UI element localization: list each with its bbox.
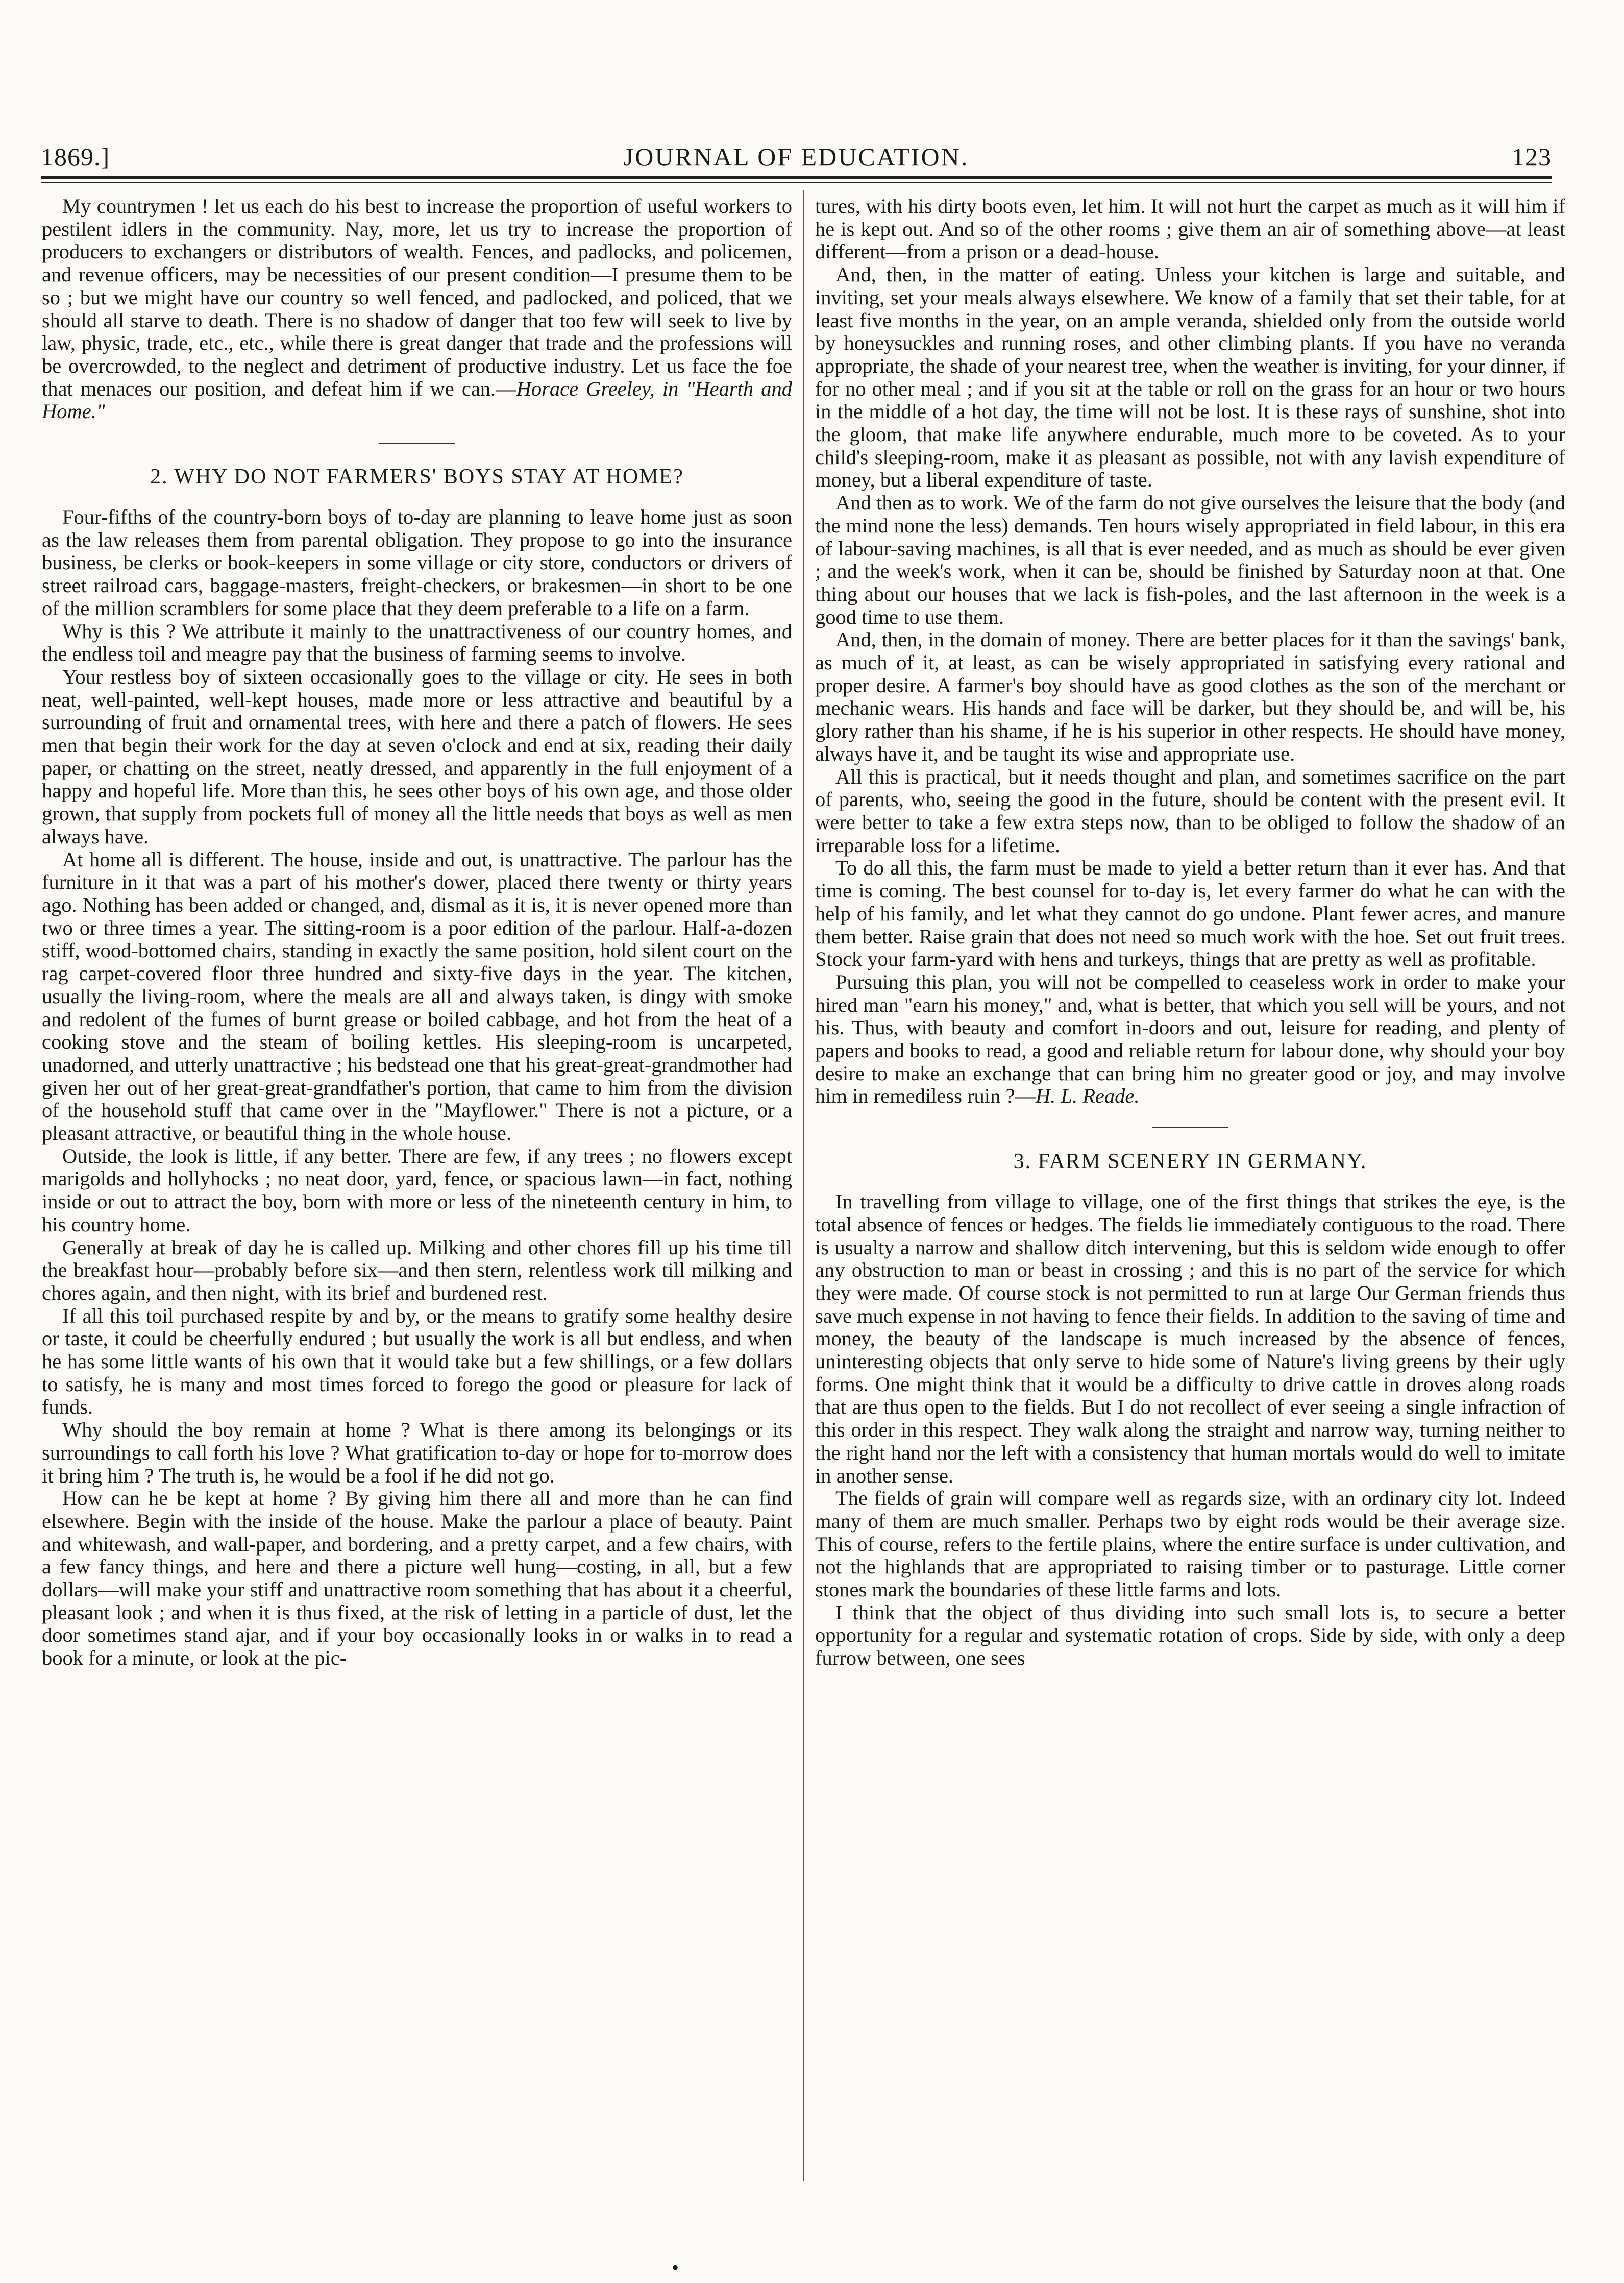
paragraph: And, then, in the matter of eating. Unless your kitchen is large and suitable, and inviting, set your meals always elsewhere. We know of a family that set their table, for at least five months in the year, on an ample veranda, shielded only from the outside world by honeysuckles and running roses, and other climbing plants. If you have no veranda appropriate, the shade of your nearest tree, when the weather is inviting, for your dinner, if for no other meal ; and if you sit at the table or roll on the grass for an hour or two hours in the middle of a hot day, the time will not be lost. It is these rays of sunshine, shot into the gloom, that make life anywhere endurable, much more to be coveted. As to your child's sleeping-room, make it as pleasant as possible, not with any lavish expenditure of money, but a liberal expenditure of taste. bbox=[815, 263, 1565, 492]
column-divider bbox=[803, 190, 804, 2181]
paragraph: Pursuing this plan, you will not be compelled to ceaseless work in order to make your hired man "earn his money," and, what is better, that which you sell will be yours, and not his. Thus, with beauty and comfort in-doors and out, leisure for reading, and plenty of papers and books to read, a good and reliable return for labour done, why should your boy desire to make an exchange that can bring him no greater good or joy, and may involve him in remediless ruin ?—H. L. Reade. bbox=[815, 970, 1565, 1108]
footer-dot: • bbox=[672, 2256, 679, 2279]
paragraph: Four-fifths of the country-born boys of to-day are planning to leave home just as soon as the law releases them from parental obligation. They propose to go into the insurance business, be clerks or book-keepers in some village or city store, conductors or drivers of street railroad cars, baggage-masters, freight-checkers, or brakesmen—in short to be one of the million scramblers for some place that they deem preferable to a life on a farm. bbox=[42, 505, 792, 620]
header-rule-thick bbox=[41, 176, 1552, 179]
attribution-reade: H. L. Reade. bbox=[1035, 1084, 1140, 1108]
paragraph: Generally at break of day he is called up. Milking and other chores fill up his time till the breakfast hour—probably before six—and then stern, relentless work till milking and chores again, and then night, with its brief and burdened rest. bbox=[42, 1235, 792, 1304]
section-heading-farmers-boys: 2. WHY DO NOT FARMERS' BOYS STAY AT HOME? bbox=[150, 465, 684, 489]
paragraph: If all this toil purchased respite by and by, or the means to gratify some healthy desire or taste, it could be cheerfully endured ; but usually the work is all but endless, and when he has some little wants of his own that it would take but a few shillings, or a few dollars to satisfy, he is many and most times forced to forego the good or pleasure for lack of funds. bbox=[42, 1304, 792, 1419]
paragraph: I think that the object of thus dividing into such small lots is, to secure a better opportunity for a regular and systematic rotation of crops. Side by side, with only a deep furrow between, one sees bbox=[815, 1600, 1565, 1670]
left-column bbox=[42, 195, 792, 2217]
section-divider bbox=[379, 443, 455, 444]
paragraph: How can he be kept at home ? By giving him there all and more than he can find elsewhere. Begin with the inside of the house. Make the parlour a place of beauty. Paint and whitewash, and wall-paper, and bordering, and a pretty carpet, and a few chairs, with a few fancy things, and here and there a picture well hung—costing, in all, but a few dollars—will make your stiff and unattractive room something that has about it a cheerful, pleasant look ; and when it is thus fixed, at the risk of letting in a particle of dust, let the door sometimes stand ajar, and if your boy occasionally looks in or walks in to read a book for a minute, or look at the pic- bbox=[42, 1487, 792, 1670]
paragraph: Why is this ? We attribute it mainly to the unattractiveness of our country homes, and the endless toil and meagre pay that the business of farming seems to involve. bbox=[42, 619, 792, 666]
running-header bbox=[41, 132, 1552, 178]
paragraph-intro: My countrymen ! let us each do his best to increase the proportion of useful workers to pestilent idlers in the community. Nay, more, let us try to increase the proportion of producers to exchangers or distributors of wealth. Fences, and padlocks, and policemen, and revenue officers, may be necessities of our present condition—I presume them to be so ; but we might have our country so well fenced, and padlocked, and policed, that we should all starve to death. There is no shadow of danger that too few will seek to live by law, physic, trade, etc., etc., while there is great danger that trade and the professions will be overcrowded, to the neglect and detriment of productive industry. Let us face the foe that menaces our position, and defeat him if we can.—Horace Greeley, in "Hearth and Home." bbox=[42, 195, 792, 423]
header-rule-thin bbox=[41, 182, 1552, 183]
paragraph: All this is practical, but it needs thought and plan, and sometimes sacrifice on the part of parents, who, seeing the good in the future, should be content with the present evil. It were better to take a few extra steps now, than to be obliged to follow the shadow of an irreparable loss for a lifetime. bbox=[815, 765, 1565, 857]
paragraph: In travelling from village to village, one of the first things that strikes the eye, is the total absence of fences or hedges. The fields lie immediately contiguous to the road. There is usualty a narrow and shallow ditch intervening, but this is seldom wide enough to offer any obstruction to man or beast in crossing ; and this is no part of the service for which they were made. Of course stock is not permitted to run at large Our German friends thus save much expense in not having to fence their fields. In addition to the saving of time and money, the beauty of the landscape is much increased by the absence of fences, uninteresting objects that only serve to hide some of Nature's living greens by their ugly forms. One might think that it would be a difficulty to drive cattle in droves along roads that are thus open to the fields. But I do not recollect of ever seeing a single infraction of this order in this respect. They walk along the straight and narrow way, turning neither to the right hand nor the left with a consistency that human mortals would do well to imitate in another sense. bbox=[815, 1190, 1565, 1487]
attribution-greeley: Horace Greeley, in "Hearth and Home." bbox=[42, 377, 792, 423]
header-year: 1869.] bbox=[41, 142, 110, 171]
journal-title: JOURNAL OF EDUCATION. bbox=[623, 142, 969, 171]
paragraph: The fields of grain will compare well as regards size, with an ordinary city lot. Indeed many of them are much smaller. Perhaps two by eight rods would be their average size. This of course, refers to the fertile plains, where the entire surface is under cultivation, and not the highlands that are appropriated to raising timber or to pasturage. Little corner stones mark the boundaries of these little farms and lots. bbox=[815, 1487, 1565, 1601]
paragraph: Outside, the look is little, if any better. There are few, if any trees ; no flowers except marigolds and hollyhocks ; no neat door, yard, fence, or spacious lawn—in fact, nothing inside or out to attract the boy, born with more or less of the nineteenth century in him, to his country home. bbox=[42, 1144, 792, 1236]
paragraph: And then as to work. We of the farm do not give ourselves the leisure that the body (and the mind none the less) demands. Ten hours wisely appropriated in field labour, in this era of labour-saving machines, is all that is ever needed, and as much as should be ever given ; and the week's work, when it can be, should be finished by Saturday noon at that. One thing about our houses that we lack is fish-poles, and the last afternoon in the week is a good time to use them. bbox=[815, 491, 1565, 628]
paragraph: At home all is different. The house, inside and out, is unattractive. The parlour has the furniture in it that was a part of his mother's dower, placed there twenty or thirty years ago. Nothing has been added or changed, and, dismal as it is, it is never opened more than two or three times a year. The sitting-room is a poor edition of the parlour. Half-a-dozen stiff, wood-bottomed chairs, standing in exactly the same position, hold silent court on the rag carpet-covered floor three hundred and sixty-five days in the year. The kitchen, usually the living-room, where the meals are all and always taken, is dingy with smoke and redolent of the fumes of burnt grease or boiled cabbage, and hot from the heat of a cooking stove and the steam of boiling kettles. His sleeping-room is uncarpeted, unadorned, and utterly unattractive ; his bedstead one that his great-great-grandmother had given her out of her great-great-grandfather's portion, that came to him from the division of the household stuff that came over in the "Mayflower." There is not a picture, or a pleasant attractive, or beautiful thing in the whole house. bbox=[42, 847, 792, 1145]
right-column bbox=[815, 195, 1565, 2217]
paragraph: Your restless boy of sixteen occasionally goes to the village or city. He sees in both neat, well-painted, well-kept houses, made more or less attractive and beautiful by a surrounding of fruit and ornamental trees, with here and there a patch of flowers. He sees men that begin their work for the day at seven o'clock and end at six, reading their daily paper, or chatting on the street, neatly dressed, and apparently in the full enjoyment of a happy and hopeful life. More than this, he sees other boys of his own age, and those older grown, that supply from pockets full of money all the little needs that boys as well as men always have. bbox=[42, 665, 792, 848]
paragraph: To do all this, the farm must be made to yield a better return than it ever has. And that time is coming. The best counsel for to-day is, let every farmer do what he can with the help of his family, and let what they cannot do go undone. Plant fewer acres, and manure them better. Raise grain that does not need so much work with the hoe. Set out fruit trees. Stock your farm-yard with hens and turkeys, things that are pretty as well as profitable. bbox=[815, 856, 1565, 971]
paragraph: Why should the boy remain at home ? What is there among its belongings or its surroundings to call forth his love ? What gratification to-day or hope for to-morrow does it bring him ? The truth is, he would be a fool if he did not go. bbox=[42, 1418, 792, 1487]
paragraph-continued: tures, with his dirty boots even, let him. It will not hurt the carpet as much as it will him if he is kept out. And so of the other rooms ; give them an air of something above—at least different—from a prison or a dead-house. bbox=[815, 195, 1565, 263]
paragraph: And, then, in the domain of money. There are better places for it than the savings' bank, as much of it, at least, as can be wisely appropriated in satisfying every rational and proper desire. A farmer's boy should have as good clothes as the son of the merchant or mechanic wears. His hands and face will be darker, but they should be, and will be, his glory rather than his shame, if he is his superior in other respects. He should have money, always have it, and be taught its wise and appropriate use. bbox=[815, 628, 1565, 765]
page-number: 123 bbox=[1512, 142, 1552, 171]
section-heading-farm-scenery: 3. FARM SCENERY IN GERMANY. bbox=[1013, 1150, 1367, 1174]
section-divider bbox=[1152, 1127, 1228, 1128]
